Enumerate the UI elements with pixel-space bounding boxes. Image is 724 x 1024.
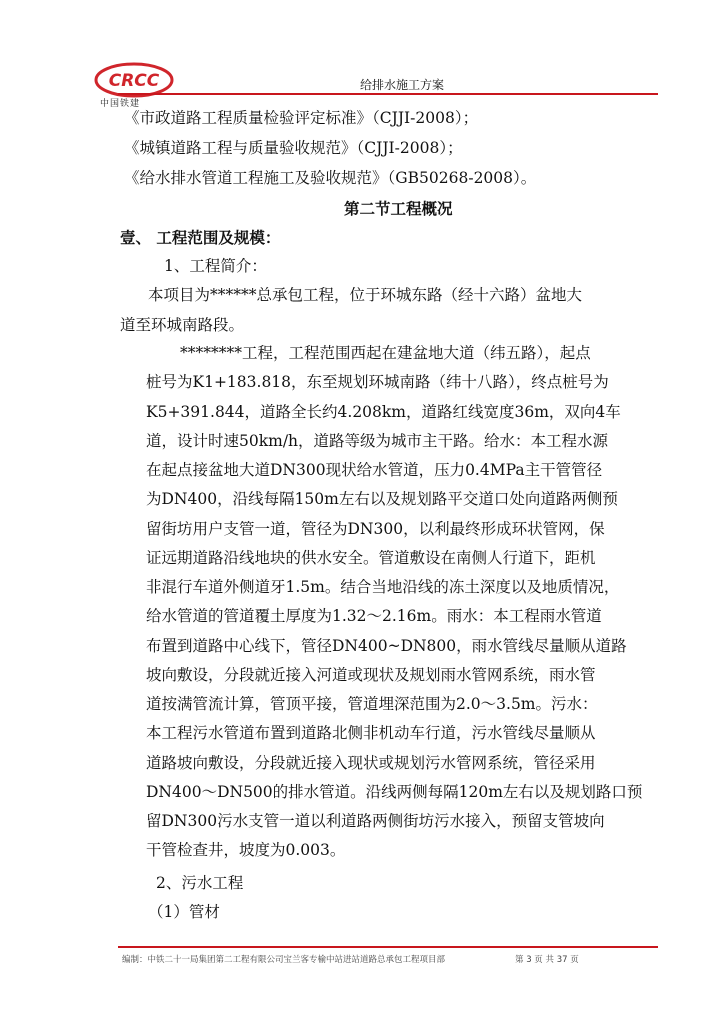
footer-organization: 编制：中铁二十一局集团第二工程有限公司宝兰客专榆中站进站道路总承包工程项目部 [122, 955, 446, 965]
reference-line: 《城镇道路工程与质量验收规范》（CJJI-2008）； [124, 139, 463, 157]
paragraph-line: 本工程污水管道布置到道路北侧非机动车行道，污水管线尽量顺从 [146, 724, 596, 742]
paragraph-line: 为DN400，沿线每隔150m左右以及规划路平交道口处向道路两侧预 [146, 490, 618, 508]
intro-line: 本项目为******总承包工程，位于环城东路（经十六路）盆地大 [148, 286, 583, 304]
paragraph-line: 证远期道路沿线地块的供水安全。管道敷设在南侧人行道下，距机 [146, 549, 596, 567]
paragraph-line: 在起点接盆地大道DN300现状给水管道，压力0.4MPa主干管管径 [146, 461, 603, 479]
paragraph-line: 留DN300污水支管一道以利道路两侧街坊污水接入，预留支管坡向 [146, 812, 605, 830]
footer-page-number: 第 3 页 共 37 页 [515, 955, 579, 965]
paragraph-line: 桩号为K1+183.818，东至规划环城南路（纬十八路），终点桩号为 [146, 373, 609, 391]
subheading-pipe-material: （1）管材 [148, 903, 220, 921]
heading-scope: 壹、 工程范围及规模： [120, 229, 281, 247]
footer-divider [118, 946, 658, 948]
header-divider [118, 93, 658, 95]
reference-line: 《市政道路工程质量检验评定标准》（CJJI-2008）； [124, 109, 479, 127]
paragraph-line: DN400～DN500的排水管道。沿线两侧每隔120m左右以及规划路口预 [146, 783, 643, 801]
reference-line: 《给水排水管道工程施工及验收规范》（GB50268-2008）。 [124, 169, 537, 187]
paragraph-line: 留街坊用户支管一道，管径为DN300，以利最终形成环状管网，保 [146, 520, 605, 538]
paragraph-line: 道，设计时速50km/h，道路等级为城市主干路。给水：本工程水源 [146, 432, 609, 450]
subheading-sewage: 2、污水工程 [156, 874, 244, 892]
logo-text: CRCC [108, 71, 160, 91]
subheading-intro: 1、工程简介： [164, 257, 267, 275]
paragraph-line: 干管检查井，坡度为0.003。 [146, 841, 346, 859]
paragraph-line: ********工程，工程范围西起在建盆地大道（纬五路），起点 [180, 344, 591, 362]
paragraph-line: K5+391.844，道路全长约4.208km，道路红线宽度36m，双向4车 [146, 403, 621, 421]
paragraph-line: 非混行车道外侧道牙1.5m。结合当地沿线的冻土深度以及地质情况， [146, 578, 620, 596]
paragraph-line: 道按满管流计算，管顶平接，管道埋深范围为2.0～3.5m。污水： [146, 695, 598, 713]
paragraph-line: 布置到道路中心线下，管径DN400~DN800，雨水管线尽量顺从道路 [146, 637, 627, 655]
paragraph-line: 坡向敷设，分段就近接入河道或现状及规划雨水管网系统，雨水管 [146, 666, 596, 684]
paragraph-line: 给水管道的管道覆土厚度为1.32～2.16m。雨水：本工程雨水管道 [146, 607, 602, 625]
intro-line: 道至环城南路段。 [120, 316, 245, 334]
logo-caption: 中国铁建 [100, 99, 141, 109]
section-title: 第二节工程概况 [344, 200, 453, 218]
paragraph-line: 道路坡向敷设，分段就近接入现状或规划污水管网系统，管径采用 [146, 754, 596, 772]
document-header-title: 给排水施工方案 [360, 78, 445, 92]
